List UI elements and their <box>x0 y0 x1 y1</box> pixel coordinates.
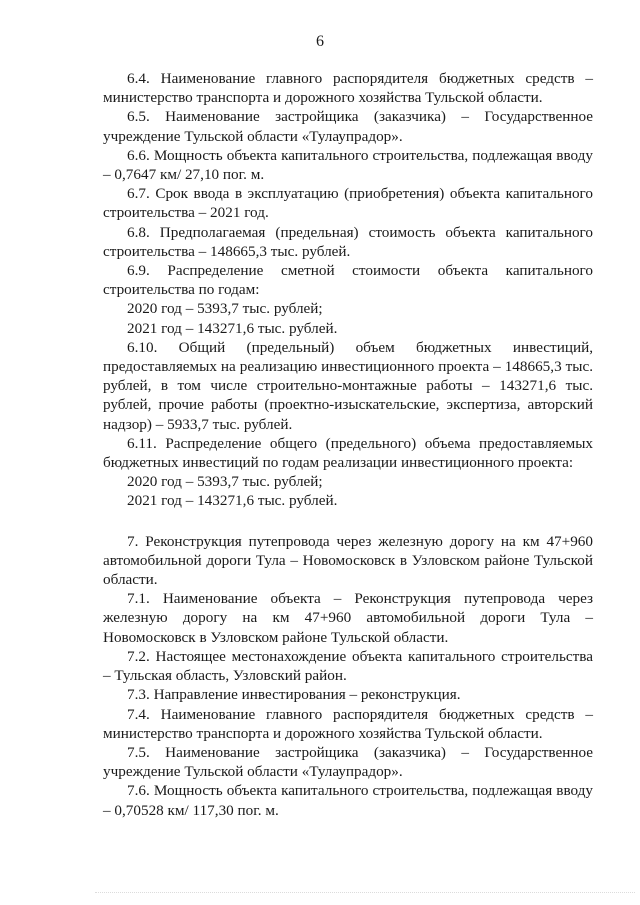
page-number: 6 <box>316 33 324 50</box>
paragraph-6-7: 6.7. Срок ввода в эксплуатацию (приобретения) объекта капитального строительства – 2021 год. <box>103 185 593 222</box>
paragraph-6-11-year-2021: 2021 год – 143271,6 тыс. рублей. <box>127 492 338 510</box>
paragraph-6-11-year-2020: 2020 год – 5393,7 тыс. рублей; <box>127 473 323 491</box>
document-body <box>103 69 593 820</box>
paragraph-6-10: 6.10. Общий (предельный) объем бюджетных инвестиций, предоставляемых на реализацию инвестиционного проекта – 148665,3 тыс. рублей, в том числе строительно-монтажные работы – 143271,6 тыс. рублей, прочие работы (проектно-изыскательские, экспертиза, авторский надзор) – 5933,7 тыс. рублей. <box>103 338 593 433</box>
paragraph-7-2: 7.2. Настоящее местонахождение объекта капитального строительства – Тульская область, Узловский район. <box>103 647 593 685</box>
paragraph-6-9: 6.9. Распределение сметной стоимости объекта капитального строительства по годам: <box>103 262 593 299</box>
paragraph-7-1: 7.1. Наименование объекта – Реконструкция путепровода через железную дорогу на км 47+960 автомобильной дороги Тула – Новомосковск в Узловском районе Тульской области. <box>103 590 593 646</box>
paragraph-7-6: 7.6. Мощность объекта капитального строительства, подлежащая вводу – 0,70528 км/ 117,30 пог. м. <box>103 782 593 819</box>
paragraph-7-5: 7.5. Наименование застройщика (заказчика) – Государственное учреждение Тульской области «Тулаупрадор». <box>103 743 593 781</box>
section-7-heading: 7. Реконструкция путепровода через железную дорогу на км 47+960 автомобильной дороги Тула – Новомосковск в Узловском районе Тульской области. <box>103 532 593 589</box>
paragraph-6-9-year-2021: 2021 год – 143271,6 тыс. рублей. <box>127 319 338 337</box>
paragraph-7-4: 7.4. Наименование главного распорядителя бюджетных средств – министерство транспорта и дорожного хозяйства Тульской области. <box>103 705 593 742</box>
paragraph-6-11: 6.11. Распределение общего (предельного) объема предоставляемых бюджетных инвестиций по годам реализации инвестиционного проекта: <box>103 434 593 472</box>
paragraph-6-4: 6.4. Наименование главного распорядителя бюджетных средств – министерство транспорта и дорожного хозяйства Тульской области. <box>103 70 593 107</box>
section-gap <box>103 511 593 532</box>
paragraph-7-3: 7.3. Направление инвестирования – реконструкция. <box>127 686 461 704</box>
paragraph-6-5: 6.5. Наименование застройщика (заказчика) – Государственное учреждение Тульской области «Тулаупрадор». <box>103 108 593 145</box>
paragraph-6-8: 6.8. Предполагаемая (предельная) стоимость объекта капитального строительства – 148665,3 тыс. рублей. <box>103 223 593 260</box>
paragraph-6-9-year-2020: 2020 год – 5393,7 тыс. рублей; <box>127 300 323 318</box>
paragraph-6-6: 6.6. Мощность объекта капитального строительства, подлежащая вводу – 0,7647 км/ 27,10 пог. м. <box>103 146 593 184</box>
scan-footer-artifact <box>95 892 635 899</box>
